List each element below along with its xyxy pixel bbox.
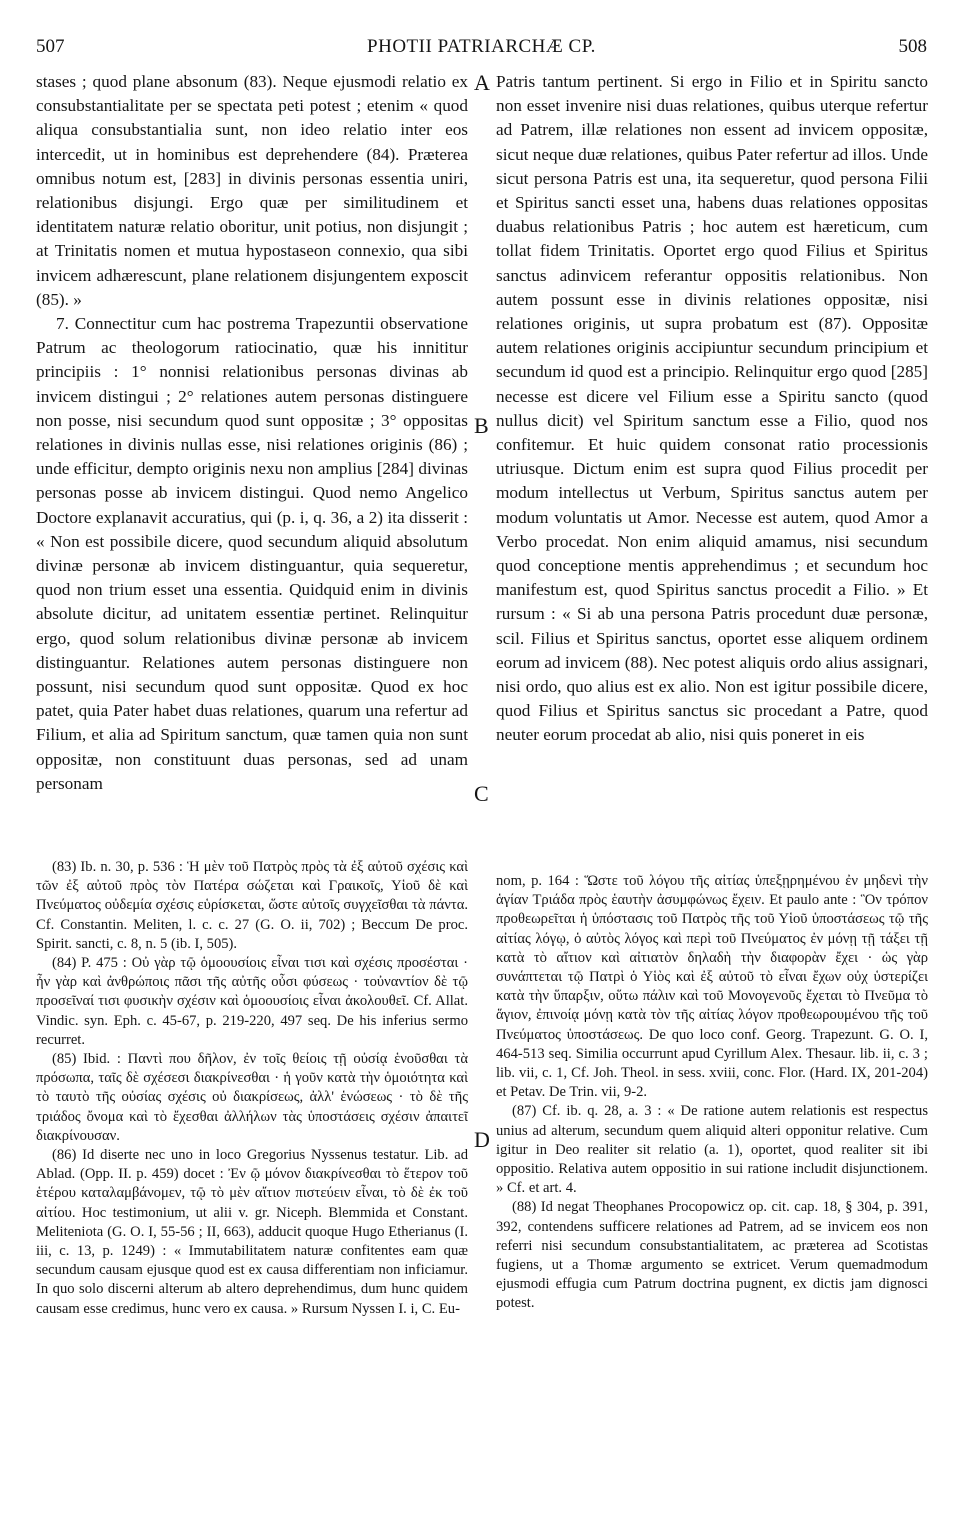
running-title: PHOTII PATRIARCHÆ CP. [367,36,596,57]
footnote-83: (83) Ib. n. 30, p. 536 : Ἡ μὲν τοῦ Πατρὸς πρὸς τὰ ἐξ αὐτοῦ σχέσις καὶ τῶν ἐξ αὐτοῦ πρὸς τὸν Πατέρα σώζεται καὶ Γραικοῖς, Υἱοῦ δὲ καὶ Πνεύματος οὐδεμία σχέσις εὑρίσκεται, ὥστε αὐτοῖς συγχεῖσθαι τὰ πάντα. Cf. Constantin. Meliten, l. c. c. 27 (G. O. ii, 702) ; Beccum De proc. Spirit. sancti, c. 8, n. 5 (ib. I, 505). [36,859,468,952]
left-footnotes [36,858,468,1319]
margin-letter-c: C [474,781,489,806]
left-paragraph-1: stases ; quod plane absonum (83). Neque ejusmodi relatio ex consubstantialitate per se spectata peti potest ; etenim « quod aliqua consubstantialia sunt, non ideo relatio inter eos intercedit, ut in hominibus est deprehendere (84). Præterea omnibus notum est, [283] in divinis personas essentia uniri, relationibus disjungi. Ergo quæ per similitudinem et identitatem naturæ relatio oboritur, unit potius, non disjungit ; at Trinitatis nomen et mutua hypostaseon connexio, qua sibi invicem adhærescunt, plane relationem disjungentem exposcit (85). » [36,72,468,309]
left-paragraph-2: 7. Connectitur cum hac postrema Trapezuntii observatione Patrum ac theologorum ratiocinatio, quæ his innititur principiis : 1° nonnisi relationibus personas divinas ab invicem distingui ; 2° relationes autem personas distinguere non posse, nisi secundum quod sunt oppositæ ; 3° oppositas relationes in divinis nullas esse, nisi relationes originis (86) ; unde efficitur, dempto originis nexu non amplius [284] divinas personas posse ab invicem distingui. Quod nemo Angelico Doctore explanavit accuratius, qui (p. i, q. 36, a 2) ita disserit : « Non est possibile dicere, quod secundum aliquid absolutum divinæ personæ ab invicem distinguantur, quia sequeretur, quod non trium esset una essentia. Quidquid enim in divinis absolute dicitur, ad unitatem essentiæ pertinet. Relinquitur ergo, quod solum relationibus divinæ personæ ab invicem distinguantur. Relationes autem personas distinguere non possunt, nisi secundum quod sunt oppositæ. Quod ex hoc patet, quia Pater habet duas relationes, quarum una refertur ad Filium, et alia ad Spiritum sanctum, quæ tamen quia non sunt oppositæ, non constituunt duas personas, sed ad unam personam [36,314,468,793]
footnote-87: (87) Cf. ib. q. 28, a. 3 : « De ratione autem relationis est respectus unius ad alterum, secundum quem aliquid alteri opponitur relative. Cum igitur in Deo realiter sit relatio (a. 1), oportet, quod realiter sit ibi oppositio. Relativa autem oppositio in sui ratione includit disjunctionem. » Cf. et art. 4. [496,1103,928,1197]
footnote-86: (86) Id diserte nec uno in loco Gregorius Nyssenus testatur. Lib. ad Ablad. (Opp. II. p. 459) docet : Ἐν ῷ μόνον διακρίνεσθαι τὸ ἕτερον τοῦ ἑτέρου καταλαμβάνομεν, τῷ τὸ μὲν αἴτιον πιστεύειν εἶναι, τὸ δὲ ἐκ τοῦ αἰτίου. Hoc testimonium, ut alii v. gr. Niceph. Blemmida et Constant. Meliteniota (G. O. I, 55-56 ; II, 663), adducit quoque Hugo Etherianus (I. iii, c. 13, p. 1249) : « Immutabilitatem naturæ confitentes eam quæ secundum causam ejusque quod est ex causa differentiam non inficiamur. In quo solo discerni alterum ab altero deprehendimus, dum hunc quidem causam esse credimus, hunc vero ex causa. » Rursum Nyssen I. i, C. Eu- [36,1147,468,1317]
page-header [36,36,927,62]
margin-letter-a: A [474,70,490,95]
footnote-85: (85) Ibid. : Παντὶ που δῆλον, ἐν τοῖς θείοις τῇ οὐσίᾳ ἑνοῦσθαι τὰ πρόσωπα, ταῖς δὲ σχέσεσι διακρίνεσθαι · ἡ γοῦν κατὰ τὴν ὁμοιότητα καὶ τὸ ταυτὸ τῆς οὐσίας σχέσις οὐ διακρίσεως, ἀλλ' ἑνώσεως · τὸ δὲ τῆς τριάδος ὄνομα καὶ τὸ ἔχεσθαι ἀλλήλων τὰς ὑποστάσεις σχέσιν ἀπαιτεῖ διακρίνουσαν. [36,1051,468,1144]
left-column [36,70,468,796]
margin-letter-b: B [474,413,489,438]
right-column [496,70,928,748]
footnote-86-continued: nom, p. 164 : Ὥστε τοῦ λόγου τῆς αἰτίας ὑπεξῃρημένου ἐν μηδενὶ τὴν ἁγίαν Τριάδα πρὸς ἑαυτὴν ἀσυμφώνως ἔχειν. Et paulo ante : Ὃν τρόπον προθεωρεῖται ἡ ὑπόστασις τοῦ Πατρὸς τῆς τοῦ Υἱοῦ ὑποστάσεως τῷ τῆς αἰτίας λόγῳ, ὁ αὐτὸς λόγος καὶ περὶ τοῦ Πνεύματος ἐν μόνῃ τῇ τάξει τῇ κατὰ τὸ αἴτιον καὶ αἰτιατὸν δηλαδὴ τὴν διαφορὰν ἔχει · ὡς γὰρ συνάπτεται τῷ Πατρὶ ὁ Υἱὸς καὶ ἐξ αὐτοῦ τὸ εἶναι ἔχων οὐχ ὑστερίζει κατὰ τὴν ὕπαρξιν, οὕτω πάλιν καὶ τοῦ Μονογενοῦς ἔχεται τὸ Πνεῦμα τὸ ἅγιον, ἐπινοίᾳ μόνῃ κατὰ τὸν τῆς αἰτίας λόγον προθεωρουμένου τῆς τοῦ Πνεύματος ὑποστάσεως. De quo loco conf. Georg. Trapezunt. G. O. I, 464-513 seq. Similia occurrunt apud Cyrillum Alex. Thesaur. lib. ii, c. 3 ; lib. vii, c. 1, Cf. Joh. Theol. in sess. xviii, conc. Flor. (Hard. IX, 201-204) et Petav. De Trin. vii, 9-2. [496,873,928,1101]
footnote-84: (84) P. 475 : Οὐ γὰρ τῷ ὁμοουσίοις εἶναι τισι καὶ σχέσις προσέσται · ἦν γὰρ καὶ ἀνθρώποις πᾶσι τῆς αὐτῆς οὖσι φύσεως · τοὐναντίον δὲ τῷ προσεῖναί τισι φυσικὴν σχέσιν καὶ ὁμοουσίοις εἶναι ἀκολουθεῖ. Cf. Allat. Vindic. syn. Eph. c. 45-67, p. 219-220, 497 seq. De his inferius sermo recurret. [36,955,468,1048]
right-footnotes [496,872,928,1314]
margin-letter-d: D [474,1127,490,1152]
page-number-right: 508 [898,36,927,57]
right-paragraph-1: Patris tantum pertinent. Si ergo in Filio et in Spiritu sancto non esset invenire nisi duas relationes, quibus uterque refertur ad Patrem, illæ relationes non essent ad invicem oppositæ, sicut neque duæ relationes, quibus Pater refertur ad illos. Unde sicut persona Patris est una, ita sequeretur, quod persona Filii et Spiritus sancti esset una, habens duas relationes oppositas duabus relationibus Patris ; hoc autem est hæreticum, cum tollat fidem Trinitatis. Oportet ergo quod Filius et Spiritus sanctus adinvicem referantur oppositis relationibus. Non autem possunt esse in divinis relationes oppositæ, nisi relationes originis, ut supra probatum est (87). Oppositæ autem relationes originis accipiuntur secundum principium et secundum id quod est a principio. Relinquitur ergo quod [285] necesse est dicere vel Filium esse a Spiritu sancto (quod nullus dicit) vel Spiritum sanctum esse a Filio, quod nos confitemur. Et huic quidem consonat ratio processionis utriusque. Dictum enim est supra quod Filius procedit per modum intellectus ut Verbum, Spiritus sanctus autem per modum voluntatis ut Amor. Necesse est autem, quod Amor a Verbo procedat. Non enim aliquid amamus, nisi secundum quod conceptione mentis apprehendimus ; et secundum hoc manifestum est, quod Spiritus sanctus procedit a Filio. » Et rursum : « Si ab una persona Patris procedunt duæ personæ, scil. Filius et Spiritus sanctus, oportet esse aliquem ordinem eorum ad invicem (88). Nec potest aliquis ordo alius assignari, nisi ordo, quo alius est ex alio. Non est igitur possibile dicere, quod Filius et Spiritus sanctus sic procedant a Patre, quod neuter eorum procedat ab alio, nisi quis poneret in eis [496,72,928,745]
footnote-88: (88) Id negat Theophanes Procopowicz op. cit. cap. 18, § 304, p. 391, 392, contendens sufficere relationes ad Patrem, ad se invicem eos non referri nisi secundum consubstantialitatem, ac præterea ad Scotistas fugiens, ut a Thomæ argumento se extricet. Verum quemadmodum ejusmodi effugia cum Patrum doctrina pugnent, ex dictis jam dignosci potest. [496,1199,928,1312]
page-number-left: 507 [36,36,65,57]
